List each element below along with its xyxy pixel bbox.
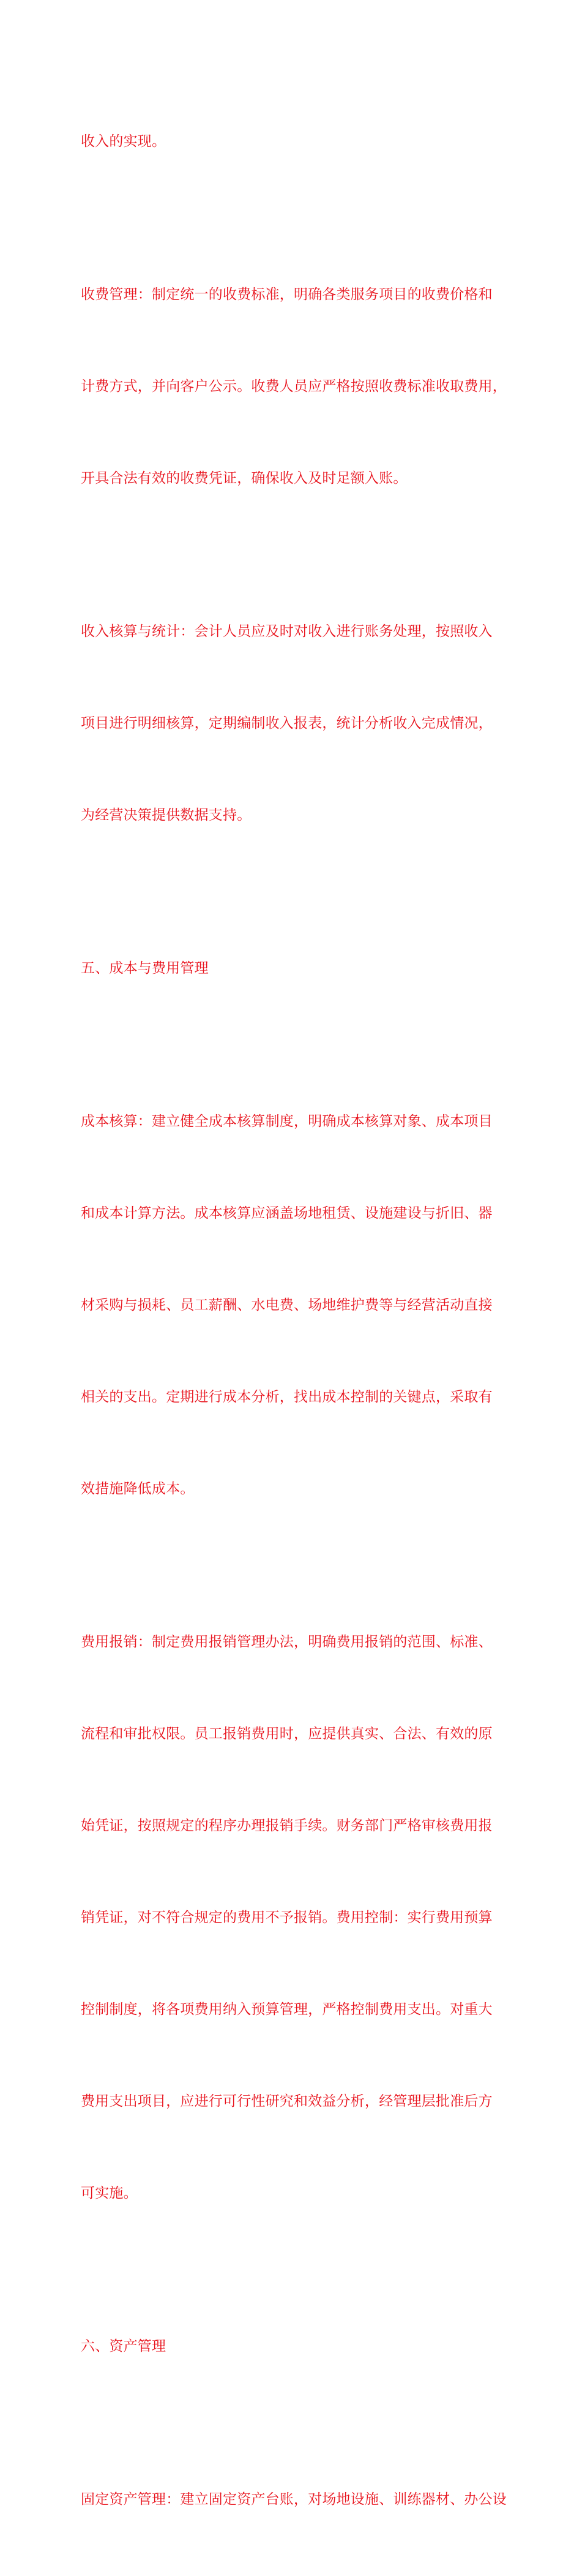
text-line: 费用支出项目，应进行可行性研究和效益分析，经管理层批准后方 bbox=[81, 2093, 493, 2109]
paragraph-income-realization-end bbox=[81, 65, 488, 218]
text-line: 收入的实现。 bbox=[81, 134, 166, 149]
text-line: 成本核算：建立健全成本核算制度，明确成本核算对象、成本项目 bbox=[81, 1113, 493, 1129]
text-line: 固定资产管理：建立固定资产台账，对场地设施、训练器材、办公设 bbox=[81, 2491, 507, 2507]
text-line: 收费管理：制定统一的收费标准，明确各类服务项目的收费价格和 bbox=[81, 287, 493, 303]
paragraph-fixed-asset-management bbox=[81, 2423, 507, 2576]
text-line: 项目进行明细核算，定期编制收入报表，统计分析收入完成情况， bbox=[81, 715, 493, 731]
text-line: 计费方式，并向客户公示。收费人员应严格按照收费标准收取费用， bbox=[81, 378, 507, 394]
document-body bbox=[81, 65, 507, 2576]
section-heading-text: 五、成本与费用管理 bbox=[81, 960, 209, 976]
text-line: 开具合法有效的收费凭证，确保收入及时足额入账。 bbox=[81, 470, 408, 486]
text-line: 销凭证，对不符合规定的费用不予报销。费用控制：实行费用预算 bbox=[81, 1910, 493, 1926]
text-line: 为经营决策提供数据支持。 bbox=[81, 807, 252, 823]
text-line: 流程和审批权限。员工报销费用时，应提供真实、合法、有效的原 bbox=[81, 1726, 493, 1742]
text-line: 相关的支出。定期进行成本分析，找出成本控制的关键点，采取有 bbox=[81, 1389, 493, 1405]
section-heading-cost-expense bbox=[81, 892, 488, 1045]
text-line: 控制制度，将各项费用纳入预算管理，严格控制费用支出。对重大 bbox=[81, 2002, 493, 2017]
text-line: 费用报销：制定费用报销管理办法，明确费用报销的范围、标准、 bbox=[81, 1634, 493, 1650]
text-line: 始凭证，按照规定的程序办理报销手续。财务部门严格审核费用报 bbox=[81, 1818, 493, 1834]
paragraph-income-accounting bbox=[81, 555, 493, 892]
paragraph-expense-reimbursement bbox=[81, 1565, 493, 2270]
text-line: 收入核算与统计：会计人员应及时对收入进行账务处理，按照收入 bbox=[81, 623, 493, 639]
text-line: 和成本计算方法。成本核算应涵盖场地租赁、设施建设与折旧、器 bbox=[81, 1205, 493, 1221]
text-line: 可实施。 bbox=[81, 2185, 138, 2201]
paragraph-fee-management bbox=[81, 218, 507, 555]
text-line: 效措施降低成本。 bbox=[81, 1481, 195, 1497]
section-heading-text: 六、资产管理 bbox=[81, 2338, 166, 2354]
section-heading-asset-management bbox=[81, 2270, 488, 2423]
text-line: 材采购与损耗、员工薪酬、水电费、场地维护费等与经营活动直接 bbox=[81, 1297, 493, 1313]
paragraph-cost-accounting bbox=[81, 1045, 493, 1565]
